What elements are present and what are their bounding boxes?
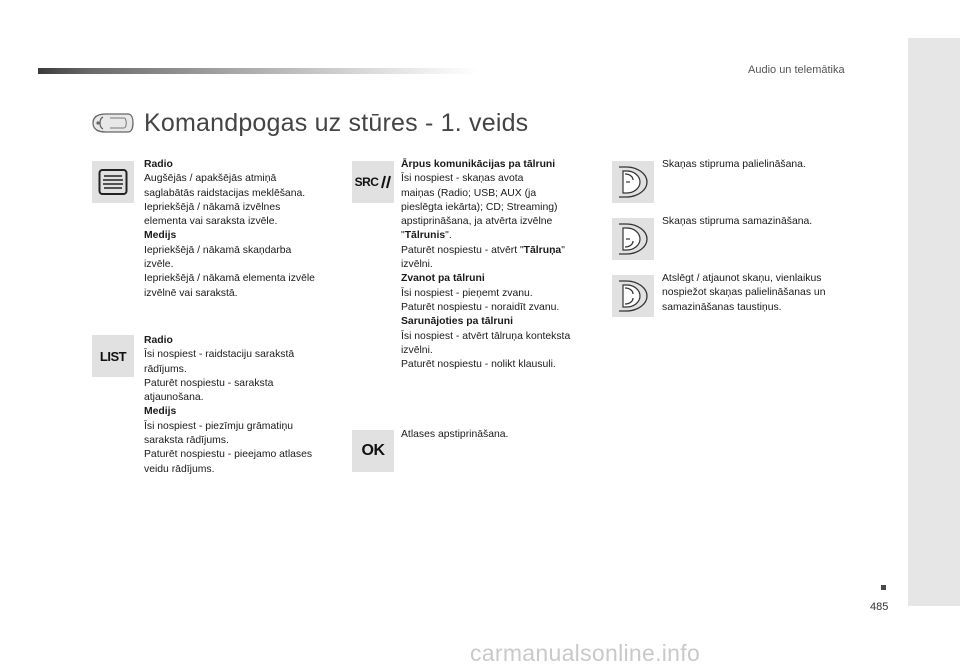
src-phone-button-icon: SRC [352, 161, 394, 203]
thumbwheel-icon [92, 161, 134, 203]
mute-description: Atslēgt / atjaunot skaņu, vienlaikus nospiežot skaņas palielināšanas un samazināšanas taustiņus. [662, 273, 826, 313]
page-sidebar [908, 38, 960, 606]
volume-down-icon [612, 218, 654, 260]
page-marker [881, 585, 886, 590]
section-label: Audio un telemātika [748, 64, 845, 76]
volume-down-description: Skaņas stipruma samazināšana. [662, 216, 813, 227]
volume-up-description: Skaņas stipruma palielināšana. [662, 159, 806, 170]
watermark: carmanualsonline.info [470, 640, 701, 666]
src-phone-description: Ārpus komunikācijas pa tālruni Īsi nospiest - skaņas avota maiņas (Radio; USB; AUX (ja pieslēgta iekārta); CD; Streaming) apstiprināšana, ja atvērta izvēlne "Tālrunis". Paturēt nospiestu - atvērt "Tālruņa" izvēlni. Zvanot pa tālruni Īsi nospiest - pieņemt zvanu. Paturēt nospiestu - noraidīt zvanu. Sarunājoties pa tālruni Īsi nospiest - atvērt tālruņa konteksta izvēlni. Paturēt nospiestu - nolikt klausuli. [401, 159, 571, 371]
mute-icon [612, 275, 654, 317]
thumbwheel-description: Radio Augšējās / apakšējās atmiņā saglabātās raidstacijas meklēšana. Iepriekšējā / nākamā izvēlnes elementa vai saraksta izvēle. Medijs Iepriekšējā / nākamā skaņdarba izvēle. Iepriekšējā / nākamā elementa izvēle izvēlnē vai sarakstā. [144, 159, 315, 299]
steering-control-icon [90, 111, 134, 135]
header-gradient-bar [38, 68, 478, 74]
volume-up-icon [612, 161, 654, 203]
list-button-icon: LIST [92, 335, 134, 377]
page-title: Komandpogas uz stūres - 1. veids [144, 109, 529, 137]
ok-button-icon: OK [352, 430, 394, 472]
list-description: Radio Īsi nospiest - raidstaciju sarakstā rādījums. Paturēt nospiestu - saraksta atjaunošana. Medijs Īsi nospiest - piezīmju grāmatiņu saraksta rādījums. Paturēt nospiestu - pieejamo atlases veidu rādījums. [144, 335, 313, 475]
page-number: 485 [870, 601, 889, 613]
ok-description: Atlases apstiprināšana. [401, 429, 509, 440]
